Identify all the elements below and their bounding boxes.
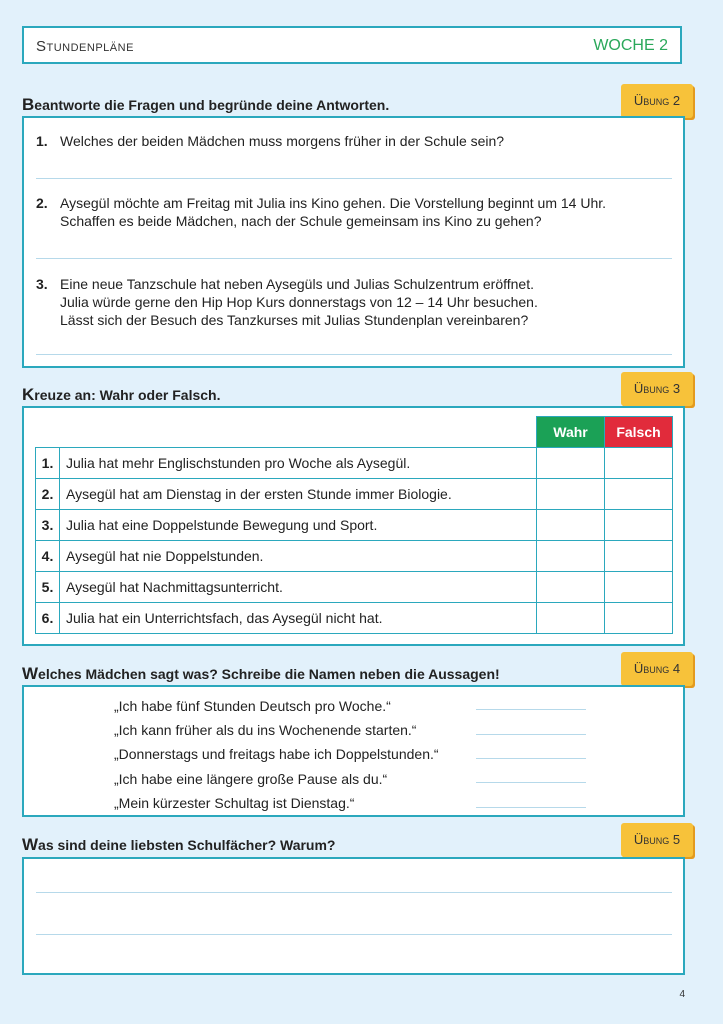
question-text: Aysegül möchte am Freitag mit Julia ins Kino gehen. Die Vorstellung beginnt um 14 Uhr. (60, 195, 607, 211)
wahr-checkbox[interactable] (537, 479, 605, 510)
table-row (36, 448, 673, 479)
page-title: Stundenpläne (36, 38, 134, 55)
exercise-4-tag: Übung 4 (621, 652, 693, 686)
name-answer-line[interactable] (476, 734, 586, 735)
answer-line[interactable] (36, 354, 672, 355)
exercise-4-panel (22, 685, 685, 817)
page-number: 4 (679, 989, 685, 1000)
statement: Julia hat mehr Englischstunden pro Woche als Aysegül. (60, 448, 537, 479)
row-number: 5. (36, 572, 60, 603)
exercise-4-title: Welches Mädchen sagt was? Schreibe die Namen neben die Aussagen! (22, 664, 500, 683)
wahr-checkbox[interactable] (537, 448, 605, 479)
quote-5: „Mein kürzester Schultag ist Dienstag.“ (114, 795, 355, 811)
row-number: 1. (36, 448, 60, 479)
name-answer-line[interactable] (476, 709, 586, 710)
exercise-5-panel (22, 857, 685, 975)
row-number: 4. (36, 541, 60, 572)
row-number: 2. (36, 479, 60, 510)
statement: Aysegül hat Nachmittagsunterricht. (60, 572, 537, 603)
table-row (36, 479, 673, 510)
table-row (36, 541, 673, 572)
col-wahr: Wahr (537, 417, 605, 448)
question-text: Schaffen es beide Mädchen, nach der Schule gemeinsam ins Kino zu gehen? (60, 213, 542, 229)
falsch-checkbox[interactable] (605, 541, 673, 572)
falsch-checkbox[interactable] (605, 572, 673, 603)
true-false-table (35, 416, 673, 634)
exercise-2-panel (22, 116, 685, 368)
table-row (36, 572, 673, 603)
falsch-checkbox[interactable] (605, 448, 673, 479)
exercise-2-tag: Übung 2 (621, 84, 693, 118)
answer-line[interactable] (36, 178, 672, 179)
table-row (36, 603, 673, 634)
quote-1: „Ich habe fünf Stunden Deutsch pro Woche.“ (114, 698, 391, 714)
wahr-checkbox[interactable] (537, 572, 605, 603)
falsch-checkbox[interactable] (605, 603, 673, 634)
wahr-checkbox[interactable] (537, 541, 605, 572)
question-text: Lässt sich der Besuch des Tanzkurses mit Julias Stundenplan vereinbaren? (60, 312, 529, 328)
exercise-2-title: Beantworte die Fragen und begründe deine Antworten. (22, 95, 390, 114)
question-number: 1. (36, 133, 48, 149)
row-number: 3. (36, 510, 60, 541)
question-text: Julia würde gerne den Hip Hop Kurs donnerstags von 12 – 14 Uhr besuchen. (60, 294, 538, 310)
question-number: 3. (36, 276, 48, 292)
exercise-3-panel (22, 406, 685, 646)
question-number: 2. (36, 195, 48, 211)
quote-2: „Ich kann früher als du ins Wochenende starten.“ (114, 722, 417, 738)
name-answer-line[interactable] (476, 807, 586, 808)
quote-3: „Donnerstags und freitags habe ich Doppelstunden.“ (114, 746, 439, 762)
statement: Julia hat ein Unterrichtsfach, das Aysegül nicht hat. (60, 603, 537, 634)
table-row (36, 510, 673, 541)
statement: Julia hat eine Doppelstunde Bewegung und Sport. (60, 510, 537, 541)
question-text: Eine neue Tanzschule hat neben Aysegüls und Julias Schulzentrum eröffnet. (60, 276, 534, 292)
exercise-3-title: Kreuze an: Wahr oder Falsch. (22, 385, 221, 404)
table-header-row (36, 417, 673, 448)
falsch-checkbox[interactable] (605, 479, 673, 510)
statement: Aysegül hat am Dienstag in der ersten Stunde immer Biologie. (60, 479, 537, 510)
col-falsch: Falsch (605, 417, 673, 448)
row-number: 6. (36, 603, 60, 634)
answer-line[interactable] (36, 258, 672, 259)
quote-4: „Ich habe eine längere große Pause als du.“ (114, 771, 388, 787)
name-answer-line[interactable] (476, 782, 586, 783)
week-label: WOCHE 2 (593, 37, 668, 54)
answer-line[interactable] (36, 892, 672, 893)
wahr-checkbox[interactable] (537, 510, 605, 541)
falsch-checkbox[interactable] (605, 510, 673, 541)
exercise-5-tag: Übung 5 (621, 823, 693, 857)
answer-line[interactable] (36, 934, 672, 935)
question-text: Welches der beiden Mädchen muss morgens früher in der Schule sein? (60, 133, 505, 149)
wahr-checkbox[interactable] (537, 603, 605, 634)
name-answer-line[interactable] (476, 758, 586, 759)
exercise-5-title: Was sind deine liebsten Schulfächer? Warum? (22, 835, 336, 854)
page-header (22, 26, 682, 64)
statement: Aysegül hat nie Doppelstunden. (60, 541, 537, 572)
exercise-3-tag: Übung 3 (621, 372, 693, 406)
